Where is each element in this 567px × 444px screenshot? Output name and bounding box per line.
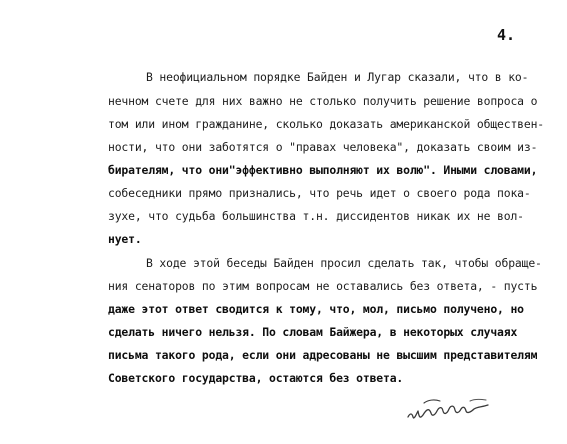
paragraph-1-line-2: нечном счете для них важно не столько получить решение вопроса о [108,94,538,108]
paragraph-1-line-8: нует. [108,232,142,246]
paragraph-2-line-5: письма такого рода, если они адресованы не высшим представителям [108,348,538,362]
paragraph-2-line-3: даже этот ответ сводится к тому, что, мол, письмо получено, но [108,302,524,316]
paragraph-1-line-4: ности, что они заботятся о "правах человека", доказать своим из- [108,140,538,154]
paragraph-1-line-7: зухе, что судьба большинства т.н. диссидентов никак их не вол- [108,209,524,223]
paragraph-1-line-6: собеседники прямо признались, что речь идет о своего рода пока- [108,186,531,200]
paragraph-2-line-1: В ходе этой беседы Байден просил сделать так, чтобы обраще- [146,256,542,270]
paragraph-1-line-3: том или ином гражданине, сколько доказать американской обществен- [108,117,545,131]
paragraph-2-line-4: сделать ничего нельзя. По словам Байжера, в некоторых случаях [108,325,518,339]
paragraph-2-line-2: ния сенаторов по этим вопросам не оставались без ответа, - пусть [108,279,538,293]
paragraph-1-line-1: В неофициальном порядке Байден и Лугар сказали, что в ко- [146,70,529,84]
handwritten-signature [404,393,496,427]
paragraph-2-line-6: Советского государства, остаются без ответа. [108,371,404,385]
paragraph-1-line-5: бирателям, что они"эффективно выполняют их волю". Иными словами, [108,163,538,177]
page-number: 4. [497,26,516,44]
